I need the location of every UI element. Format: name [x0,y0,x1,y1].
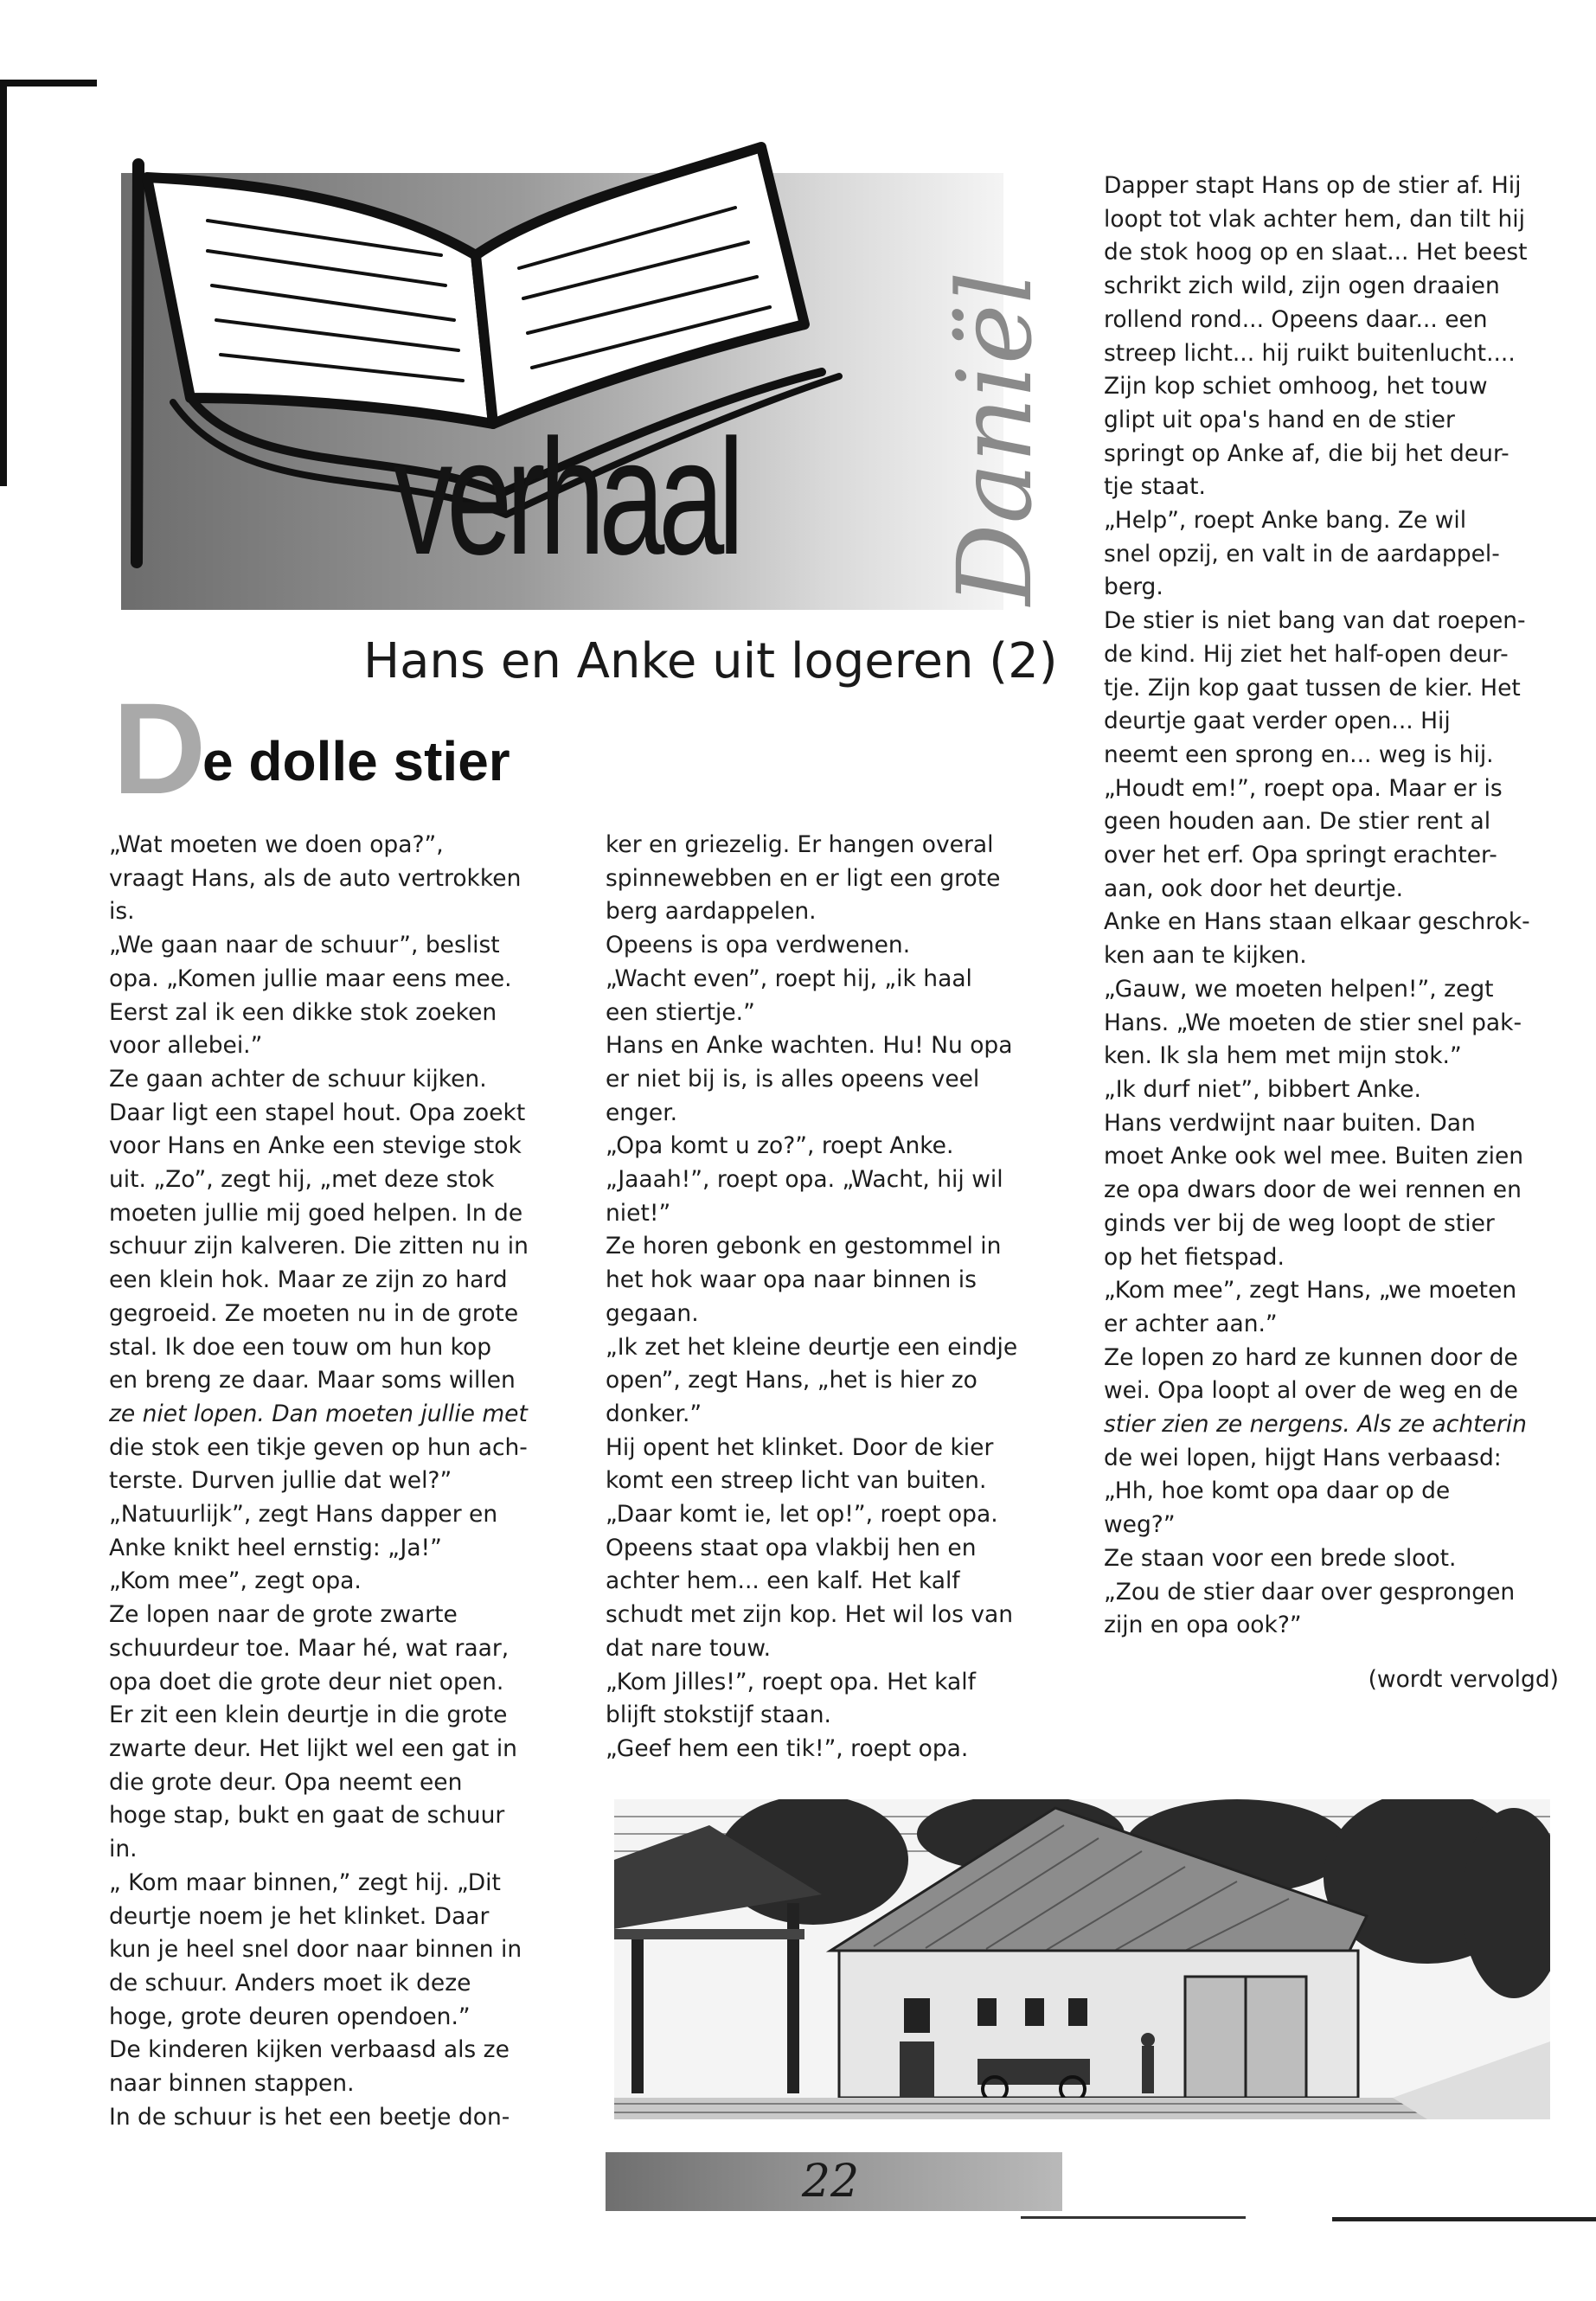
text-line: kun je heel snel door naar binnen in [109,1936,522,1964]
text-column-2 [606,829,1055,1766]
text-line: naar binnen stappen. [109,2070,355,2098]
text-line: Anke en Hans staan elkaar geschrok- [1104,908,1530,936]
text-line: springt op Anke af, die bij het deur- [1104,439,1509,467]
text-column-1 [109,829,559,2134]
text-line: Daar ligt een stapel hout. Opa zoekt [109,1099,526,1126]
page-edge-bottom-mark [1332,2217,1596,2221]
text-line: is. [109,898,135,926]
text-line: Ze staan voor een brede sloot. [1104,1544,1457,1572]
text-line: neemt een sprong en... weg is hij. [1104,740,1494,768]
text-line: het hok waar opa naar binnen is [606,1266,977,1294]
text-line: de stok hoog op en slaat... Het beest [1104,239,1528,266]
text-line: moeten jullie mij goed helpen. In de [109,1199,523,1227]
text-line: die grote deur. Opa neemt een [109,1768,463,1796]
text-line: Dapper stapt Hans op de stier af. Hij [1104,172,1522,199]
text-line: deurtje noem je het klinket. Daar [109,1902,490,1930]
book-name-text: Daniël [935,271,1054,606]
article-subtitle: Hans en Anke uit logeren (2) [363,633,1058,689]
text-line: hoge stap, bukt en gaat de schuur [109,1802,505,1830]
text-line: Hans. „We moeten de stier snel pak- [1104,1009,1522,1036]
text-line: Hans verdwijnt naar buiten. Dan [1104,1109,1476,1137]
text-line: De kinderen kijken verbaasd als ze [109,2036,510,2064]
page-edge-left-mark [0,80,7,486]
text-line: blijft stokstijf staan. [606,1702,831,1729]
text-line: ken aan te kijken. [1104,942,1307,970]
text-line: „Kom mee”, zegt Hans, „we moeten [1104,1277,1517,1304]
text-line: spinnewebben en er ligt een grote [606,864,1001,892]
text-line: ze opa dwars door de wei rennen en [1104,1176,1522,1204]
text-line: ken. Ik sla hem met mijn stok.” [1104,1042,1462,1070]
text-line: In de schuur is het een beetje don- [109,2103,510,2131]
text-line: rollend rond... Opeens daar... een [1104,305,1488,333]
text-line: niet!” [606,1199,671,1227]
text-line: tje staat. [1104,473,1206,501]
farmhouse-illustration [614,1799,1550,2119]
text-line: op het fietspad. [1104,1243,1285,1271]
title-dropcap: D [112,676,207,821]
text-column-3 [1104,170,1571,1643]
text-line: gegaan. [606,1299,699,1327]
text-line: geen houden aan. De stier rent al [1104,808,1491,836]
text-line: „Kom Jilles!”, roept opa. Het kalf [606,1668,976,1695]
text-line: in. [109,1836,138,1863]
text-line: stier zien ze nergens. Als ze achterin [1104,1411,1527,1439]
text-line: Opeens staat opa vlakbij hen en [606,1534,977,1561]
article-title: e dolle stier [202,730,510,792]
text-line: „Geef hem een tik!”, roept opa. [606,1734,969,1762]
text-line: voor Hans en Anke een stevige stok [109,1132,522,1160]
text-line: berg aardappelen. [606,898,817,926]
text-line: „We gaan naar de schuur”, beslist [109,932,500,959]
text-line: Er zit een klein deurtje in die grote [109,1702,508,1729]
text-line: Hans en Anke wachten. Hu! Nu opa [606,1032,1013,1060]
text-line: voor allebei.” [109,1032,263,1060]
text-line: Ze gaan achter de schuur kijken. [109,1065,487,1093]
text-line: glipt uit opa's hand en de stier [1104,406,1455,433]
text-line: open”, zegt Hans, „het is hier zo [606,1367,977,1394]
text-line: ker en griezelig. Er hangen overal [606,831,994,858]
text-line: wei. Opa loopt al over de weg en de [1104,1377,1518,1405]
text-line: schuurdeur toe. Maar hé, wat raar, [109,1634,510,1662]
text-line: „Daar komt ie, let op!”, roept opa. [606,1501,998,1529]
page-edge-top-mark [0,80,97,87]
book-name-vertical [935,156,1054,606]
text-line: „Zou de stier daar over gesprongen [1104,1578,1516,1606]
text-line: uit. „Zo”, zegt hij, „met deze stok [109,1166,495,1194]
page-number: 22 [801,2156,860,2208]
text-line: de wei lopen, hijgt Hans verbaasd: [1104,1444,1502,1471]
text-line: Ze lopen zo hard ze kunnen door de [1104,1343,1518,1371]
text-line: „Natuurlijk”, zegt Hans dapper en [109,1501,498,1529]
text-line: een klein hok. Maar ze zijn zo hard [109,1266,508,1294]
text-line: zijn en opa ook?” [1104,1612,1302,1639]
section-word: verhaal [394,406,739,589]
text-line: „Hh, hoe komt opa daar op de [1104,1477,1451,1505]
text-line: en breng ze daar. Maar soms willen [109,1367,516,1394]
text-line: snel opzij, en valt in de aardappel- [1104,540,1500,567]
text-line: berg. [1104,574,1163,601]
text-line: „Wat moeten we doen opa?”, [109,831,444,858]
text-line: „ Kom maar binnen,” zegt hij. „Dit [109,1868,501,1896]
text-line: „Jaaah!”, roept opa. „Wacht, hij wil [606,1166,1003,1194]
page-edge-bottom-mark-2 [1021,2216,1246,2219]
text-line: schuur zijn kalveren. Die zitten nu in [109,1233,529,1260]
text-line: die stok een tikje geven op hun ach- [109,1433,528,1461]
text-line: stal. Ik doe een touw om hun kop [109,1333,492,1361]
text-line: moet Anke ook wel mee. Buiten zien [1104,1143,1524,1170]
text-line: weg?” [1104,1511,1176,1539]
text-line: ginds ver bij de weg loopt de stier [1104,1209,1495,1237]
text-line: Eerst zal ik een dikke stok zoeken [109,998,497,1026]
text-line: er niet bij is, is alles opeens veel [606,1065,980,1093]
text-line: over het erf. Opa springt erachter- [1104,842,1497,869]
text-line: enger. [606,1099,678,1126]
text-line: „Opa komt u zo?”, roept Anke. [606,1132,954,1160]
text-line: „Kom mee”, zegt opa. [109,1567,362,1595]
text-line: „Gauw, we moeten helpen!”, zegt [1104,975,1494,1003]
text-line: Ze horen gebonk en gestommel in [606,1233,1002,1260]
text-line: deurtje gaat verder open... Hij [1104,708,1451,735]
text-line: streep licht... hij ruikt buitenlucht.... [1104,339,1516,367]
text-line: de kind. Hij ziet het half-open deur- [1104,640,1509,668]
text-line: aan, ook door het deurtje. [1104,875,1404,902]
text-line: komt een streep licht van buiten. [606,1467,987,1495]
text-line: de schuur. Anders moet ik deze [109,1969,471,1997]
text-line: er achter aan.” [1104,1310,1278,1337]
text-line: Anke knikt heel ernstig: „Ja!” [109,1534,442,1561]
text-line: gegroeid. Ze moeten nu in de grote [109,1299,519,1327]
text-line: schudt met zijn kop. Het wil los van [606,1601,1014,1629]
text-line: achter hem... een kalf. Het kalf [606,1567,960,1595]
text-line: Hij opent het klinket. Door de kier [606,1433,994,1461]
text-line: zwarte deur. Het lijkt wel een gat in [109,1734,517,1762]
text-line: loopt tot vlak achter hem, dan tilt hij [1104,205,1526,233]
text-line: dat nare touw. [606,1634,772,1662]
text-line: ze niet lopen. Dan moeten jullie met [109,1400,528,1427]
text-line: „Help”, roept Anke bang. Ze wil [1104,507,1467,535]
text-line: terste. Durven jullie dat wel?” [109,1467,452,1495]
text-line: Ze lopen naar de grote zwarte [109,1601,458,1629]
text-line: vraagt Hans, als de auto vertrokken [109,864,522,892]
text-line: hoge, grote deuren opendoen.” [109,2003,471,2030]
text-line: opa doet die grote deur niet open. [109,1668,504,1695]
text-line: opa. „Komen jullie maar eens mee. [109,965,512,992]
text-line: De stier is niet bang van dat roepen- [1104,607,1526,635]
to-be-continued-note: (wordt vervolgd) [1368,1666,1559,1693]
text-line: „Ik zet het kleine deurtje een eindje [606,1333,1018,1361]
text-line: donker.” [606,1400,702,1427]
text-line: Opeens is opa verdwenen. [606,932,911,959]
text-line: Zijn kop schiet omhoog, het touw [1104,373,1488,401]
text-line: „Houdt em!”, roept opa. Maar er is [1104,774,1503,802]
text-line: „Wacht even”, roept hij, „ik haal [606,965,972,992]
text-line: een stiertje.” [606,998,755,1026]
text-line: schrikt zich wild, zijn ogen draaien [1104,272,1500,300]
text-line: „Ik durf niet”, bibbert Anke. [1104,1075,1421,1103]
text-line: tje. Zijn kop gaat tussen de kier. Het [1104,674,1521,702]
